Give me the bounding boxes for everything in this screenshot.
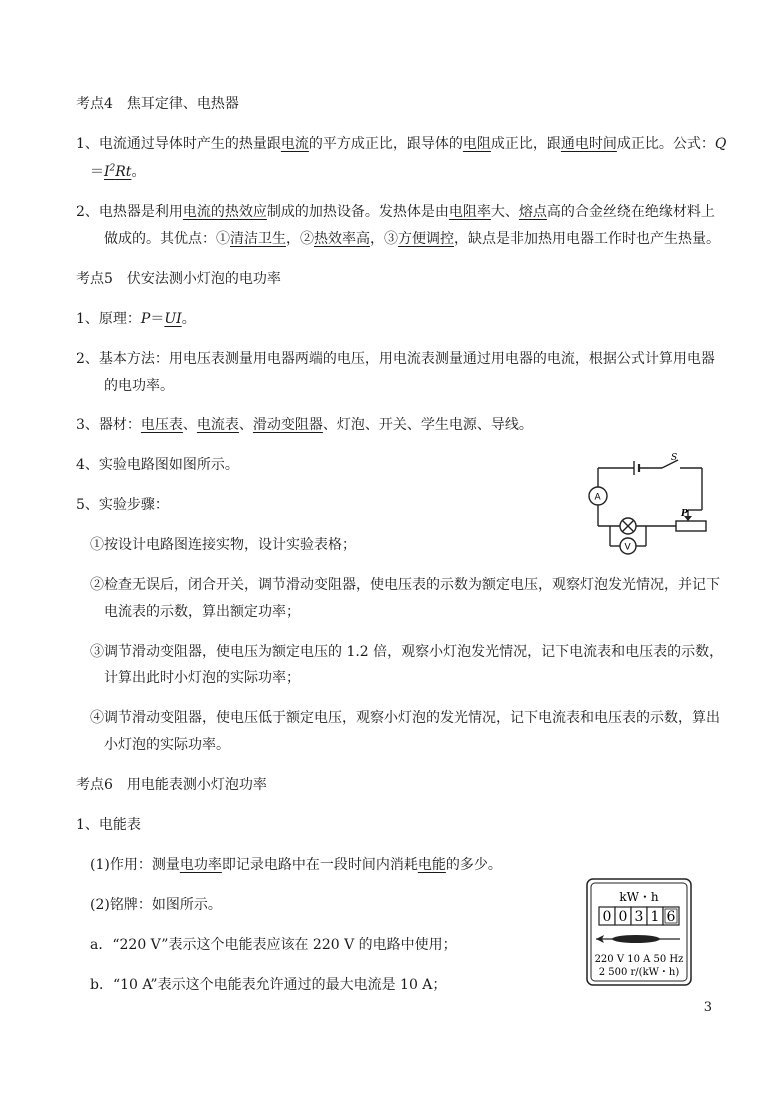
formula-joule: $I^2Rt$ <box>104 163 132 180</box>
underline-term: 通电时间 <box>560 136 617 152</box>
section-heading-5: 考点5 伏安法测小灯泡的电功率 <box>76 271 281 287</box>
underline-term: 电流 <box>280 136 309 152</box>
meter-spec-rating: 220 V 10 A 50 Hz <box>594 954 684 965</box>
paragraph-5-4: 4、实验电路图如图所示。 <box>76 457 239 473</box>
paragraph-6-1-a: a．“220 V”表示这个电能表应该在 220 V 的电路中使用； <box>90 937 457 953</box>
step-4-line2: 小灯泡的实际功率。 <box>104 737 230 753</box>
step-3-line2: 计算出此时小灯泡的实际功率； <box>104 670 300 686</box>
meter-digit: 3 <box>634 909 644 925</box>
paragraph-6-1-2: (2)铭牌：如图所示。 <box>90 897 222 913</box>
meter-digit: 0 <box>602 909 612 925</box>
meter-digit: 0 <box>618 909 628 925</box>
paragraph-5-1: 1、原理：P＝UI。 <box>76 311 196 327</box>
section-heading-4: 考点4 焦耳定律、电热器 <box>76 96 239 112</box>
energy-meter-nameplate <box>586 878 692 986</box>
section-heading-6: 考点6 用电能表测小灯泡功率 <box>76 777 267 793</box>
circuit-diagram <box>578 450 714 560</box>
meter-unit: kW・h <box>619 890 659 904</box>
ammeter-label: A <box>594 492 601 503</box>
step-1: ①按设计电路图连接实物，设计实验表格； <box>90 537 356 553</box>
underline-term: 电阻 <box>462 136 491 152</box>
paragraph-4-2-line1: 2、电热器是利用电流的热效应制成的加热设备。发热体是由电阻率大、熔点高的合金丝绕在绝缘材料上 <box>76 204 715 220</box>
paragraph-6-1-1: (1)作用：测量电功率即记录电路中在一段时间内消耗电能的多少。 <box>90 857 502 873</box>
paragraph-5-5: 5、实验步骤： <box>76 497 169 513</box>
page-number: 3 <box>703 1000 712 1015</box>
meter-digit: 1 <box>650 909 660 925</box>
paragraph-6-1: 1、电能表 <box>76 817 141 833</box>
paragraph-6-1-b: b．“10 A”表示这个电能表允许通过的最大电流是 10 A； <box>90 977 447 993</box>
paragraph-5-3: 3、器材：电压表、电流表、滑动变阻器、灯泡、开关、学生电源、导线。 <box>76 417 533 433</box>
switch-label: S <box>671 453 678 463</box>
step-2-line1: ②检查无误后，闭合开关，调节滑动变阻器，使电压表的示数为额定电压，观察灯泡发光情况，并记下 <box>90 577 720 593</box>
paragraph-4-1-line1: 1、电流通过导体时产生的热量跟电流的平方成正比，跟导体的电阻成正比，跟通电时间成正比。公式：Q <box>76 136 727 152</box>
slider-label: P <box>681 509 688 519</box>
paragraph-4-1-formula: $=I^2Rt$。 <box>90 163 146 180</box>
rheostat-icon <box>676 521 706 531</box>
paragraph-5-2-line2: 的电功率。 <box>104 378 174 394</box>
meter-digit: 6 <box>666 909 676 925</box>
paragraph-4-2-line2: 做成的。其优点：①清洁卫生，②热效率高，③方便调控，缺点是非加热用电器工作时也产生热量。 <box>104 231 720 247</box>
step-3-line1: ③调节滑动变阻器，使电压为额定电压的 1.2 倍，观察小灯泡发光情况，记下电流表和电压表的示数， <box>90 644 724 660</box>
meter-spec-revolutions: 2 500 r/(kW・h) <box>598 967 680 978</box>
step-2-line2: 电流表的示数，算出额定功率； <box>104 604 300 620</box>
voltmeter-label: V <box>624 542 631 553</box>
paragraph-5-2-line1: 2、基本方法：用电压表测量用电器两端的电压，用电流表测量通过用电器的电流，根据公式计算用电器 <box>76 351 715 367</box>
step-4-line1: ④调节滑动变阻器，使电压低于额定电压，观察小灯泡的发光情况，记下电流表和电压表的示数，算出 <box>90 710 720 726</box>
